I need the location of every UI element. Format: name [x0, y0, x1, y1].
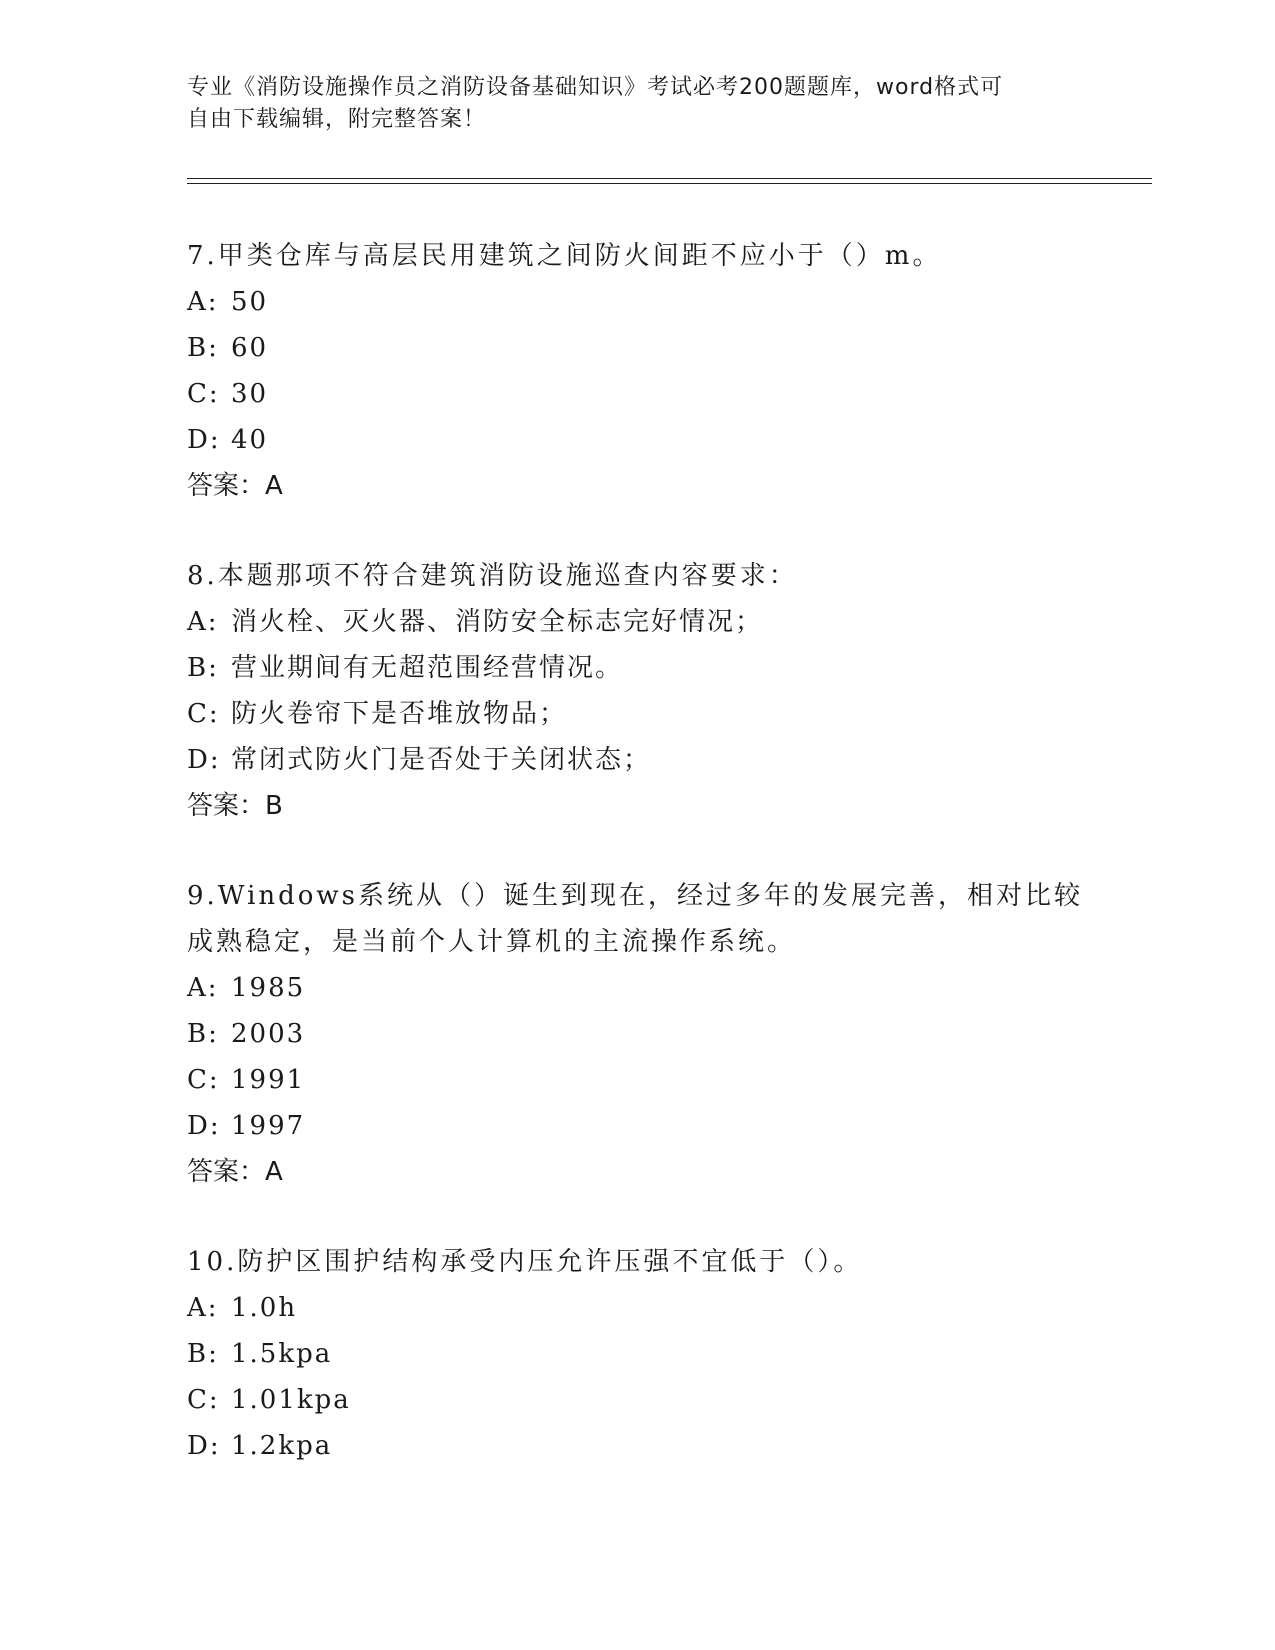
option-c: C: 1.01kpa: [187, 1385, 351, 1415]
option-d: D: 1997: [187, 1111, 306, 1141]
answer-line: 答案：A: [187, 1157, 283, 1187]
answer-line: 答案：A: [187, 471, 283, 501]
question-7: [187, 233, 1087, 509]
question-stem: 7.甲类仓库与高层民用建筑之间防火间距不应小于（）m。: [187, 241, 942, 271]
option-b: B: 1.5kpa: [187, 1339, 333, 1369]
header-line-1: 专业《消防设施操作员之消防设备基础知识》考试必考200题题库，word格式可: [187, 75, 1004, 100]
option-b: B: 60: [187, 333, 269, 363]
option-d: D: 40: [187, 425, 269, 455]
question-stem: 9.Windows系统从（）诞生到现在，经过多年的发展完善，相对比较成熟稳定，是当前个人计算机的主流操作系统。: [187, 881, 1084, 957]
question-stem: 10.防护区围护结构承受内压允许压强不宜低于（）。: [187, 1247, 863, 1277]
answer-line: 答案：B: [187, 791, 283, 821]
option-d: D: 1.2kpa: [187, 1431, 333, 1461]
option-a: A: 50: [187, 287, 269, 317]
question-stem: 8.本题那项不符合建筑消防设施巡查内容要求：: [187, 561, 798, 591]
option-a: A: 1985: [187, 973, 306, 1003]
option-c: C: 30: [187, 379, 269, 409]
option-a: A: 消火栓、灭火器、消防安全标志完好情况；: [187, 607, 764, 637]
question-10: [187, 1239, 1087, 1469]
option-b: B: 营业期间有无超范围经营情况。: [187, 653, 624, 683]
option-b: B: 2003: [187, 1019, 306, 1049]
option-d: D: 常闭式防火门是否处于关闭状态；: [187, 745, 652, 775]
header-line-2: 自由下载编辑，附完整答案！: [187, 107, 487, 132]
question-8: [187, 553, 1087, 829]
option-c: C: 1991: [187, 1065, 306, 1095]
option-c: C: 防火卷帘下是否堆放物品；: [187, 699, 568, 729]
document-header: [187, 72, 1067, 136]
header-divider-bottom: [187, 183, 1152, 184]
header-divider-top: [187, 178, 1152, 179]
question-9: [187, 873, 1087, 1195]
option-a: A: 1.0h: [187, 1293, 298, 1323]
